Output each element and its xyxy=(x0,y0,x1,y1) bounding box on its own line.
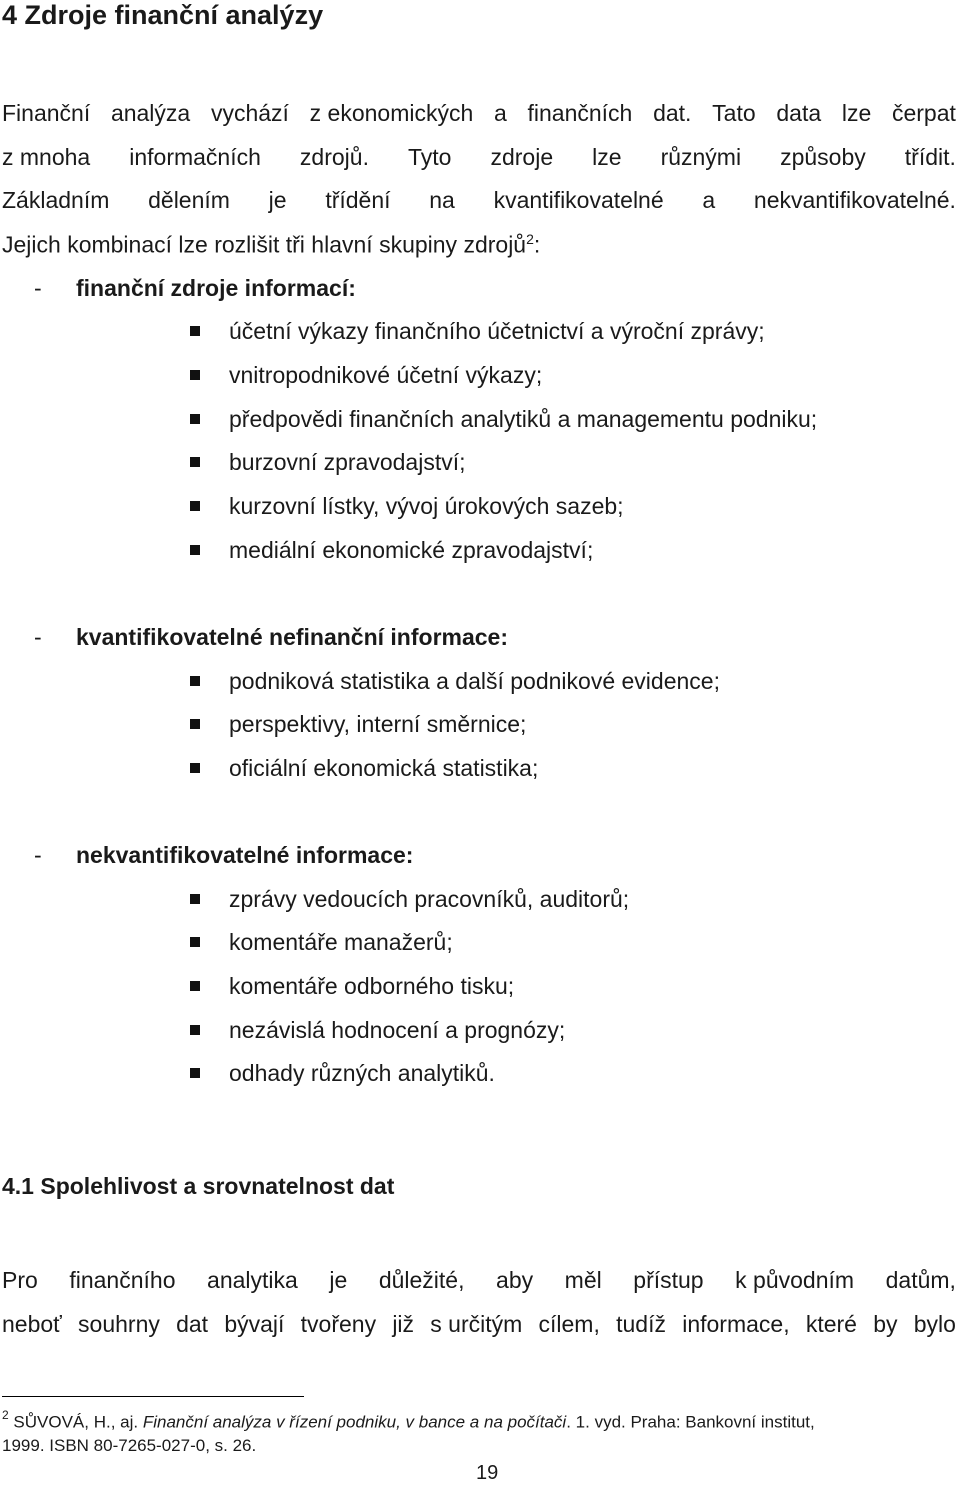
bullet-icon xyxy=(190,457,200,467)
section-line-2 xyxy=(2,1311,956,1338)
word: aby xyxy=(496,1267,534,1293)
section-line-1 xyxy=(2,1267,956,1294)
bullet-icon xyxy=(190,981,200,991)
word: třídit. xyxy=(904,144,956,170)
bullet-icon xyxy=(190,763,200,773)
footnote-line-1 xyxy=(2,1410,956,1433)
word: informačních xyxy=(129,144,261,170)
word: dat. xyxy=(653,100,692,126)
bullet-icon xyxy=(190,545,200,555)
word: kvantifikovatelné xyxy=(493,187,664,213)
footnote-rest: . 1. vyd. Praha: Bankovní institut, xyxy=(566,1412,815,1432)
bullet-icon xyxy=(190,719,200,729)
list-item: nezávislá hodnocení a prognózy; xyxy=(229,1017,566,1043)
word: čerpat xyxy=(891,100,956,126)
word: přístup xyxy=(633,1267,704,1293)
list-item: odhady různých analytiků. xyxy=(229,1060,495,1086)
word: by xyxy=(873,1311,898,1337)
word: analytika xyxy=(207,1267,298,1293)
list-item: komentáře manažerů; xyxy=(229,929,453,955)
list-item: kurzovní lístky, vývoj úrokových sazeb; xyxy=(229,493,624,519)
word: s určitým xyxy=(430,1311,523,1337)
page-number: 19 xyxy=(476,1462,499,1484)
word: bylo xyxy=(913,1311,956,1337)
word: tvořeny xyxy=(300,1311,377,1337)
word: které xyxy=(805,1311,857,1337)
word: informace, xyxy=(682,1311,790,1337)
word: z mnoha xyxy=(2,144,91,170)
group-2-title: kvantifikovatelné nefinanční informace: xyxy=(76,624,509,650)
bullet-icon xyxy=(190,1068,200,1078)
bullet-icon xyxy=(190,894,200,904)
word: zdroje xyxy=(490,144,554,170)
group-3-title: nekvantifikovatelné informace: xyxy=(76,842,414,868)
list-item: komentáře odborného tisku; xyxy=(229,973,515,999)
word: data xyxy=(776,100,822,126)
section-heading: 4.1 Spolehlivost a srovnatelnost dat xyxy=(2,1173,395,1199)
word: k původním xyxy=(735,1267,855,1293)
list-item: vnitropodnikové účetní výkazy; xyxy=(229,362,543,388)
group-2-dash: - xyxy=(34,624,42,650)
list-item: perspektivy, interní směrnice; xyxy=(229,711,527,737)
word: bývají xyxy=(224,1311,285,1337)
word: analýza xyxy=(110,100,191,126)
list-item: účetní výkazy finančního účetnictví a výroční zprávy; xyxy=(229,318,765,344)
list-item: mediální ekonomické zpravodajství; xyxy=(229,537,594,563)
word: finančních xyxy=(527,100,633,126)
word: měl xyxy=(564,1267,602,1293)
footnote-body xyxy=(2,1410,815,1433)
group-3-dash: - xyxy=(34,842,42,868)
word: zdrojů. xyxy=(299,144,369,170)
footnote-line-2: 1999. ISBN 80-7265-027-0, s. 26. xyxy=(2,1436,257,1455)
word: Základním xyxy=(2,187,110,213)
list-item: burzovní zpravodajství; xyxy=(229,449,466,475)
word: finančního xyxy=(69,1267,176,1293)
list-item: podniková statistika a další podnikové evidence; xyxy=(229,668,720,694)
word: dat xyxy=(176,1311,209,1337)
word: lze xyxy=(592,144,622,170)
list-item: předpovědi finančních analytiků a managementu podniku; xyxy=(229,406,818,432)
word: důležité, xyxy=(378,1267,465,1293)
word: nekvantifikovatelné. xyxy=(753,187,956,213)
footnote-mark: 2 xyxy=(2,1408,9,1422)
bullet-icon xyxy=(190,370,200,380)
word: již xyxy=(392,1311,415,1337)
word: a xyxy=(702,187,716,213)
word: cílem, xyxy=(538,1311,600,1337)
intro-line-3 xyxy=(2,187,956,214)
word: Tato xyxy=(712,100,756,126)
group-1-title: finanční zdroje informací: xyxy=(76,275,356,301)
word: Finanční xyxy=(2,100,91,126)
word: lze xyxy=(841,100,872,126)
bullet-icon xyxy=(190,1025,200,1035)
word: dělením xyxy=(148,187,230,213)
group-1-dash: - xyxy=(34,275,42,301)
word: třídění xyxy=(325,187,391,213)
intro-line-4-text: Jejich kombinací lze rozlišit tři hlavní skupiny zdrojů xyxy=(2,231,527,258)
footnote-ref[interactable]: 2 xyxy=(526,231,534,247)
bullet-icon xyxy=(190,937,200,947)
word: a xyxy=(493,100,507,126)
intro-line-4 xyxy=(2,231,956,259)
list-item: zprávy vedoucích pracovníků, auditorů; xyxy=(229,886,630,912)
word: tudíž xyxy=(616,1311,666,1337)
word: z ekonomických xyxy=(309,100,474,126)
bullet-icon xyxy=(190,414,200,424)
intro-line-2 xyxy=(2,144,956,171)
bullet-icon xyxy=(190,676,200,686)
intro-line-1 xyxy=(2,100,956,127)
word: Tyto xyxy=(407,144,452,170)
bullet-icon xyxy=(190,501,200,511)
bullet-icon xyxy=(190,326,200,336)
word: je xyxy=(329,1267,348,1293)
word: na xyxy=(429,187,455,213)
intro-line-4-tail: : xyxy=(533,231,541,258)
word: různými xyxy=(660,144,742,170)
chapter-heading: 4 Zdroje finanční analýzy xyxy=(2,0,324,30)
word: datům, xyxy=(885,1267,956,1293)
word: neboť xyxy=(2,1311,62,1337)
footnote-author: SŮVOVÁ, H., aj. xyxy=(8,1412,143,1432)
footnote-divider xyxy=(2,1396,304,1397)
word: Pro xyxy=(2,1267,38,1293)
list-item: oficiální ekonomická statistika; xyxy=(229,755,539,781)
word: vychází xyxy=(210,100,289,126)
word: souhrny xyxy=(78,1311,160,1337)
word: způsoby xyxy=(780,144,866,170)
footnote-title: Finanční analýza v řízení podniku, v bance a na počítači xyxy=(142,1412,567,1432)
word: je xyxy=(268,187,287,213)
